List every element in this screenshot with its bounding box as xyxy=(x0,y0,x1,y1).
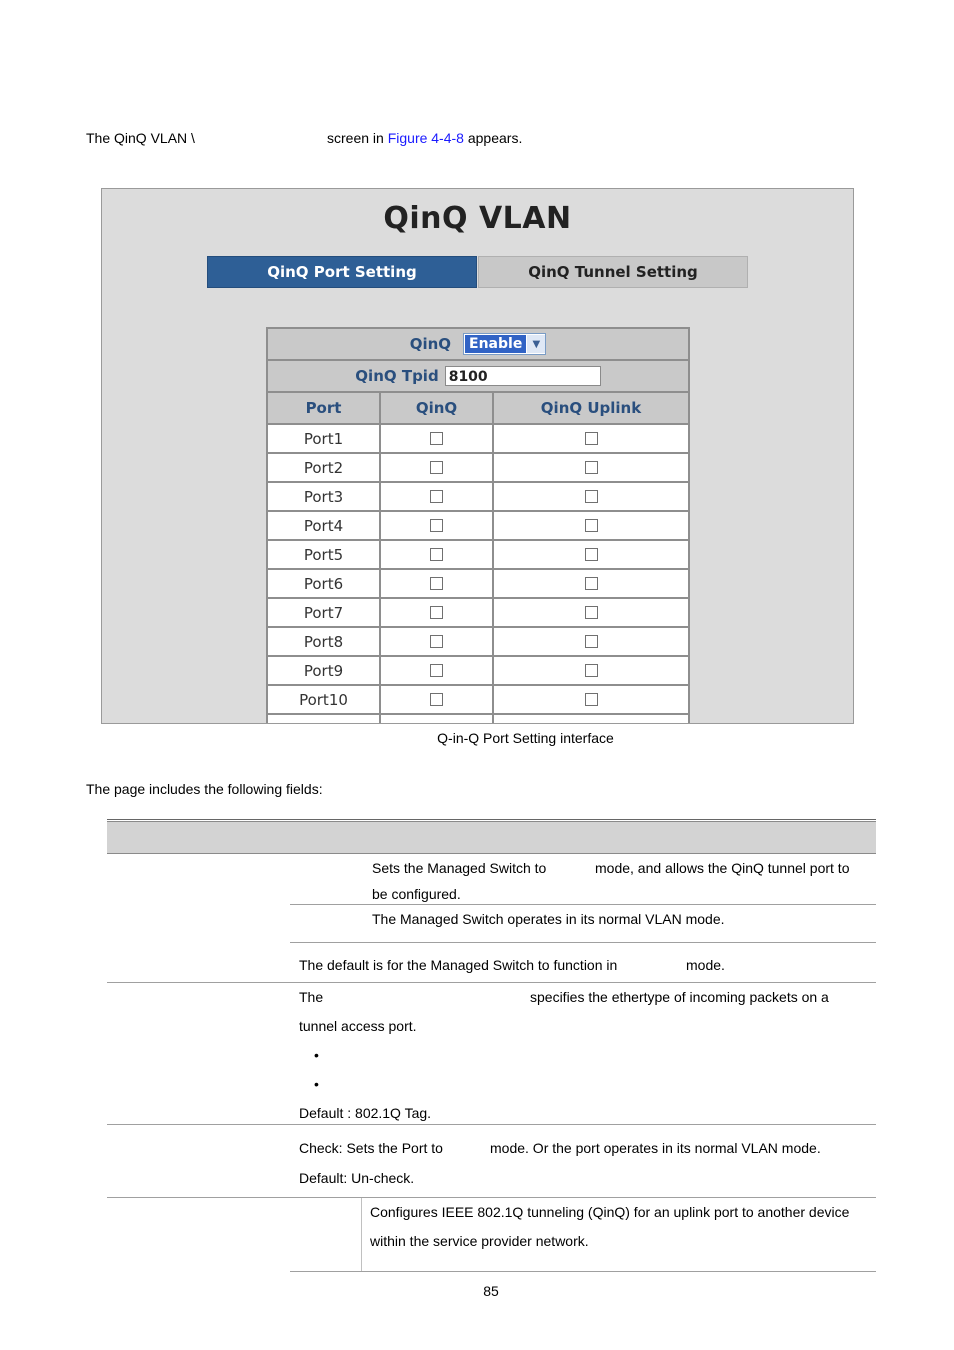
tab-qinq-port-setting[interactable]: QinQ Port Setting xyxy=(207,256,477,288)
port-name: Port3 xyxy=(268,483,381,510)
qinq-uplink-checkbox[interactable] xyxy=(585,461,598,474)
qinq-checkbox[interactable] xyxy=(430,519,443,532)
qinq-title: QinQ VLAN xyxy=(383,201,572,236)
port-name: Port2 xyxy=(268,454,381,481)
qinq-uplink-checkbox[interactable] xyxy=(585,548,598,561)
qinq-uplink-checkbox[interactable] xyxy=(585,577,598,590)
qinq-uplink-checkbox[interactable] xyxy=(585,519,598,532)
col-port: Port xyxy=(268,393,381,423)
divider xyxy=(361,1198,362,1272)
table-row xyxy=(268,657,688,686)
table-row xyxy=(268,628,688,657)
divider xyxy=(107,982,876,983)
r4a: The xyxy=(299,989,324,1005)
qinq-uplink-cell xyxy=(494,570,688,597)
table-row xyxy=(268,425,688,454)
r4c: tunnel access port. xyxy=(299,1018,417,1034)
table-row xyxy=(268,570,688,599)
table-cell xyxy=(494,715,688,724)
qinq-checkbox[interactable] xyxy=(430,606,443,619)
r1c: be configured. xyxy=(372,886,461,902)
qinq-uplink-cell xyxy=(494,628,688,655)
qinq-uplink-cell xyxy=(494,425,688,452)
qinq-tpid-label: QinQ Tpid xyxy=(355,367,439,385)
qinq-checkbox[interactable] xyxy=(430,693,443,706)
qinq-checkbox[interactable] xyxy=(430,548,443,561)
qinq-checkbox[interactable] xyxy=(430,635,443,648)
intro-suffix: appears. xyxy=(467,130,523,146)
qinq-checkbox[interactable] xyxy=(430,490,443,503)
table-row xyxy=(268,541,688,570)
port-rows xyxy=(268,425,688,724)
col-qinq-uplink: QinQ Uplink xyxy=(540,399,642,417)
qinq-tpid-row xyxy=(268,361,688,393)
port-name: Port9 xyxy=(268,657,381,684)
qinq-tpid-input[interactable]: 8100 xyxy=(445,366,601,386)
table-header-row xyxy=(268,393,688,425)
qinq-uplink-checkbox[interactable] xyxy=(585,432,598,445)
r3b: mode. xyxy=(686,957,725,973)
port-name: Port4 xyxy=(268,512,381,539)
qinq-cell xyxy=(381,686,494,713)
intro-middle: screen in xyxy=(327,130,384,146)
qinq-port-table xyxy=(266,327,690,724)
qinq-mode-label: QinQ xyxy=(409,335,452,353)
col-qinq: QinQ xyxy=(381,393,494,423)
port-name: Port7 xyxy=(268,599,381,626)
intro-text xyxy=(327,129,522,147)
qinq-cell xyxy=(381,512,494,539)
table-cell xyxy=(381,715,494,724)
qinq-mode-select[interactable] xyxy=(463,333,546,355)
intro-prefix: The QinQ VLAN \ xyxy=(86,130,195,146)
qinq-cell xyxy=(381,599,494,626)
divider xyxy=(290,1271,876,1272)
r2: The Managed Switch operates in its normal VLAN mode. xyxy=(372,911,725,927)
r3a: The default is for the Managed Switch to function in xyxy=(299,957,618,973)
page-number: 85 xyxy=(483,1283,499,1299)
qinq-cell xyxy=(381,483,494,510)
qinq-cell xyxy=(381,454,494,481)
qinq-mode-value: Enable xyxy=(465,335,526,353)
table-row xyxy=(268,686,688,715)
qinq-uplink-cell xyxy=(494,686,688,713)
r6a: Configures IEEE 802.1Q tunneling (QinQ) for an uplink port to another device xyxy=(370,1204,850,1220)
table-row xyxy=(268,715,688,724)
qinq-checkbox[interactable] xyxy=(430,664,443,677)
port-name: Port1 xyxy=(268,425,381,452)
qinq-uplink-checkbox[interactable] xyxy=(585,664,598,677)
tab-qinq-tunnel-setting[interactable]: QinQ Tunnel Setting xyxy=(478,256,748,288)
r6b: within the service provider network. xyxy=(370,1233,589,1249)
divider xyxy=(107,1197,876,1198)
qinq-uplink-cell xyxy=(494,541,688,568)
qinq-uplink-checkbox[interactable] xyxy=(585,693,598,706)
qinq-checkbox[interactable] xyxy=(430,432,443,445)
qinq-uplink-cell xyxy=(494,657,688,684)
qinq-checkbox[interactable] xyxy=(430,461,443,474)
figure-caption: Q-in-Q Port Setting interface xyxy=(437,730,614,746)
bullet-icon: • xyxy=(314,1047,319,1063)
qinq-uplink-cell xyxy=(494,454,688,481)
chevron-down-icon[interactable]: ▼ xyxy=(527,335,545,353)
qinq-uplink-checkbox[interactable] xyxy=(585,635,598,648)
qinq-uplink-cell xyxy=(494,512,688,539)
qinq-cell xyxy=(381,628,494,655)
table-row xyxy=(268,454,688,483)
table-cell xyxy=(268,715,381,724)
r4d: Default : 802.1Q Tag. xyxy=(299,1105,432,1121)
qinq-screenshot xyxy=(101,188,854,724)
qinq-uplink-checkbox[interactable] xyxy=(585,490,598,503)
divider xyxy=(290,942,876,943)
table-row xyxy=(268,599,688,628)
qinq-mode-row xyxy=(268,329,688,361)
qinq-uplink-cell xyxy=(494,599,688,626)
bullet-icon: • xyxy=(314,1076,319,1092)
r1a: Sets the Managed Switch to xyxy=(372,860,547,876)
table-row xyxy=(268,512,688,541)
qinq-cell xyxy=(381,425,494,452)
qinq-cell xyxy=(381,541,494,568)
fields-table-header xyxy=(107,821,876,854)
r5b: mode. Or the port operates in its normal VLAN mode. xyxy=(490,1140,821,1156)
fields-intro: The page includes the following fields: xyxy=(86,781,323,797)
qinq-uplink-checkbox[interactable] xyxy=(585,606,598,619)
divider xyxy=(107,1124,876,1125)
qinq-cell xyxy=(381,657,494,684)
port-name: Port5 xyxy=(268,541,381,568)
qinq-cell xyxy=(381,570,494,597)
table-row xyxy=(268,483,688,512)
qinq-uplink-cell xyxy=(494,483,688,510)
port-name: Port8 xyxy=(268,628,381,655)
r1b: mode, and allows the QinQ tunnel port to xyxy=(595,860,850,876)
r5a: Check: Sets the Port to xyxy=(299,1140,443,1156)
port-name: Port6 xyxy=(268,570,381,597)
r4b: specifies the ethertype of incoming packets on a xyxy=(530,989,829,1005)
qinq-checkbox[interactable] xyxy=(430,577,443,590)
figure-link[interactable]: Figure 4-4-8 xyxy=(387,130,464,146)
port-name: Port10 xyxy=(268,686,381,713)
divider xyxy=(290,904,876,905)
r5c: Default: Un-check. xyxy=(299,1170,415,1186)
table-top-rule xyxy=(107,819,876,820)
